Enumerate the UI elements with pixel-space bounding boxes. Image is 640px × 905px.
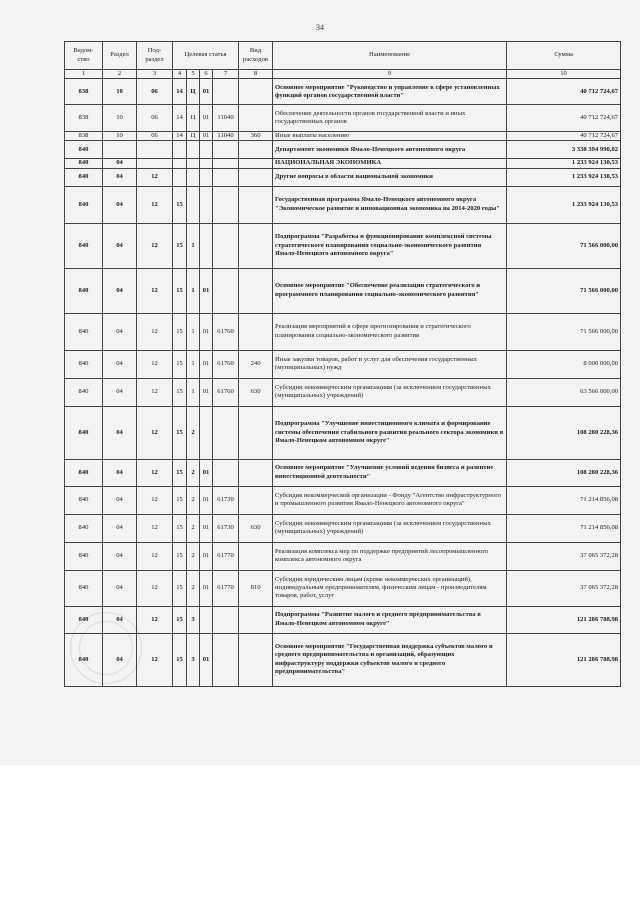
cell-vr bbox=[239, 79, 273, 105]
cell-sub: 06 bbox=[137, 105, 173, 132]
cell-t2: 1 bbox=[187, 223, 200, 268]
cell-t3: 01 bbox=[200, 313, 213, 350]
cell-vr bbox=[239, 459, 273, 486]
cell-t2: 1 bbox=[187, 313, 200, 350]
cell-t3 bbox=[200, 186, 213, 223]
cell-dept: 840 bbox=[65, 486, 103, 514]
cell-t3: 01 bbox=[200, 542, 213, 570]
cell-dept: 840 bbox=[65, 406, 103, 459]
cell-t2: 1 bbox=[187, 350, 200, 378]
cell-sec: 04 bbox=[103, 633, 137, 686]
cell-t1: 15 bbox=[173, 313, 187, 350]
cell-vr bbox=[239, 313, 273, 350]
column-number: 3 bbox=[137, 70, 173, 79]
cell-sec: 04 bbox=[103, 159, 137, 168]
cell-sec: 04 bbox=[103, 459, 137, 486]
cell-dept: 840 bbox=[65, 268, 103, 313]
cell-vr: 630 bbox=[239, 378, 273, 406]
cell-t4: 61770 bbox=[213, 570, 239, 606]
table-row bbox=[65, 542, 621, 570]
cell-t3: 01 bbox=[200, 486, 213, 514]
page-number: 34 bbox=[316, 23, 324, 32]
cell-t3 bbox=[200, 141, 213, 159]
cell-t4 bbox=[213, 459, 239, 486]
cell-t4 bbox=[213, 606, 239, 633]
table-row bbox=[65, 79, 621, 105]
cell-vr bbox=[239, 633, 273, 686]
cell-sec: 04 bbox=[103, 406, 137, 459]
cell-t1 bbox=[173, 141, 187, 159]
cell-t4: 61760 bbox=[213, 313, 239, 350]
cell-sub: 12 bbox=[137, 168, 173, 186]
cell-sum: 121 286 788,98 bbox=[507, 633, 621, 686]
column-number-row bbox=[65, 70, 621, 79]
cell-t4: 61770 bbox=[213, 542, 239, 570]
cell-dept: 840 bbox=[65, 570, 103, 606]
cell-sub: 12 bbox=[137, 606, 173, 633]
cell-t3 bbox=[200, 159, 213, 168]
cell-t2: 3 bbox=[187, 606, 200, 633]
cell-name: Обеспечение деятельности органов государственной власти и иных государственных органов bbox=[273, 105, 507, 132]
cell-t3 bbox=[200, 223, 213, 268]
cell-sub: 12 bbox=[137, 633, 173, 686]
cell-t1: 15 bbox=[173, 633, 187, 686]
cell-name: Подпрограмма "Улучшение инвестиционного климата и формирование системы обеспечения стабильного развития реального сектора экономики в Ямало-Ненецком автономном округе" bbox=[273, 406, 507, 459]
column-number: 8 bbox=[239, 70, 273, 79]
cell-dept: 840 bbox=[65, 159, 103, 168]
column-number: 6 bbox=[200, 70, 213, 79]
cell-sub: 12 bbox=[137, 514, 173, 542]
cell-dept: 840 bbox=[65, 542, 103, 570]
cell-t2 bbox=[187, 186, 200, 223]
cell-t2: 2 bbox=[187, 486, 200, 514]
cell-t2: 2 bbox=[187, 406, 200, 459]
table-row bbox=[65, 486, 621, 514]
cell-t1: 14 bbox=[173, 132, 187, 141]
cell-dept: 840 bbox=[65, 514, 103, 542]
cell-t4 bbox=[213, 223, 239, 268]
cell-t4: 61760 bbox=[213, 350, 239, 378]
header-target: Целевая статья bbox=[173, 42, 239, 70]
cell-sub: 06 bbox=[137, 132, 173, 141]
cell-sec: 04 bbox=[103, 223, 137, 268]
cell-t3: 01 bbox=[200, 105, 213, 132]
cell-vr bbox=[239, 141, 273, 159]
cell-sum: 71 566 000,00 bbox=[507, 313, 621, 350]
cell-name: Иные выплаты населению bbox=[273, 132, 507, 141]
cell-sec: 04 bbox=[103, 514, 137, 542]
cell-t1: 15 bbox=[173, 223, 187, 268]
cell-vr bbox=[239, 186, 273, 223]
cell-t1: 15 bbox=[173, 542, 187, 570]
cell-sec: 04 bbox=[103, 542, 137, 570]
cell-sec: 04 bbox=[103, 186, 137, 223]
page-margin bbox=[0, 765, 640, 905]
cell-dept: 838 bbox=[65, 79, 103, 105]
cell-t2 bbox=[187, 168, 200, 186]
header-row bbox=[65, 42, 621, 70]
cell-vr: 240 bbox=[239, 350, 273, 378]
cell-vr bbox=[239, 105, 273, 132]
cell-name: Основное мероприятие "Улучшение условий ведения бизнеса и развитие инвестиционной деятельности" bbox=[273, 459, 507, 486]
cell-t1: 15 bbox=[173, 268, 187, 313]
cell-t1: 15 bbox=[173, 606, 187, 633]
cell-t3: 01 bbox=[200, 268, 213, 313]
cell-sub: 12 bbox=[137, 486, 173, 514]
cell-sum: 8 000 000,00 bbox=[507, 350, 621, 378]
cell-sub: 12 bbox=[137, 313, 173, 350]
column-number: 2 bbox=[103, 70, 137, 79]
cell-t2: 1 bbox=[187, 378, 200, 406]
cell-t1: 15 bbox=[173, 406, 187, 459]
cell-t3 bbox=[200, 168, 213, 186]
table-row bbox=[65, 168, 621, 186]
table-row bbox=[65, 606, 621, 633]
table-row bbox=[65, 570, 621, 606]
cell-name: Подпрограмма "Развитие малого и среднего предпринимательства в Ямало-Ненецком автономном округе" bbox=[273, 606, 507, 633]
cell-dept: 840 bbox=[65, 459, 103, 486]
cell-dept: 838 bbox=[65, 105, 103, 132]
cell-sum: 40 712 724,67 bbox=[507, 132, 621, 141]
cell-t2: Ц bbox=[187, 105, 200, 132]
cell-t1: 14 bbox=[173, 79, 187, 105]
table-row bbox=[65, 459, 621, 486]
cell-name: Департамент экономики Ямало-Ненецкого автономного округа bbox=[273, 141, 507, 159]
cell-sub: 06 bbox=[137, 79, 173, 105]
cell-dept: 840 bbox=[65, 350, 103, 378]
cell-sum: 1 233 924 130,53 bbox=[507, 168, 621, 186]
cell-sub: 12 bbox=[137, 542, 173, 570]
table-row bbox=[65, 105, 621, 132]
cell-t2: 2 bbox=[187, 542, 200, 570]
cell-sum: 63 566 000,00 bbox=[507, 378, 621, 406]
cell-sum: 71 566 000,00 bbox=[507, 268, 621, 313]
cell-t1 bbox=[173, 168, 187, 186]
cell-t3 bbox=[200, 406, 213, 459]
cell-t4: 61760 bbox=[213, 378, 239, 406]
cell-t4: 61730 bbox=[213, 514, 239, 542]
table-row bbox=[65, 514, 621, 542]
cell-vr bbox=[239, 406, 273, 459]
cell-vr bbox=[239, 268, 273, 313]
cell-sub: 12 bbox=[137, 378, 173, 406]
table-row bbox=[65, 223, 621, 268]
column-number: 10 bbox=[507, 70, 621, 79]
cell-sec: 04 bbox=[103, 268, 137, 313]
cell-t3: 01 bbox=[200, 459, 213, 486]
cell-name: Государственная программа Ямало-Ненецкого автономного округа "Экономическое развитие и инновационная экономика на 2014-2020 годы" bbox=[273, 186, 507, 223]
table-row bbox=[65, 141, 621, 159]
cell-t2: Ц bbox=[187, 79, 200, 105]
header-sum: Сумма bbox=[507, 42, 621, 70]
cell-t1: 15 bbox=[173, 378, 187, 406]
table-row bbox=[65, 350, 621, 378]
cell-sec: 04 bbox=[103, 378, 137, 406]
cell-t3: 01 bbox=[200, 132, 213, 141]
cell-dept: 838 bbox=[65, 132, 103, 141]
cell-sum: 108 280 228,36 bbox=[507, 459, 621, 486]
cell-sum: 40 712 724,67 bbox=[507, 105, 621, 132]
cell-t4 bbox=[213, 79, 239, 105]
cell-name: Реализация комплекса мер по поддержке предприятий лесопромышленного комплекса автономного округа bbox=[273, 542, 507, 570]
cell-name: Реализация мероприятий в сфере прогнозирования и стратегического планирования социально-экономического развития bbox=[273, 313, 507, 350]
cell-t3: 01 bbox=[200, 633, 213, 686]
cell-sub: 12 bbox=[137, 406, 173, 459]
cell-t1: 15 bbox=[173, 514, 187, 542]
header-dept: Ведом- ство bbox=[65, 42, 103, 70]
cell-vr: 630 bbox=[239, 514, 273, 542]
cell-dept: 840 bbox=[65, 313, 103, 350]
cell-t1: 14 bbox=[173, 105, 187, 132]
cell-t3: 01 bbox=[200, 570, 213, 606]
cell-sub: 12 bbox=[137, 350, 173, 378]
cell-t4 bbox=[213, 141, 239, 159]
cell-sec: 04 bbox=[103, 168, 137, 186]
cell-sub: 12 bbox=[137, 268, 173, 313]
cell-t3: 01 bbox=[200, 378, 213, 406]
cell-sum: 3 338 394 990,82 bbox=[507, 141, 621, 159]
cell-t1: 15 bbox=[173, 570, 187, 606]
cell-sub bbox=[137, 159, 173, 168]
cell-vr bbox=[239, 159, 273, 168]
cell-vr bbox=[239, 542, 273, 570]
column-number: 9 bbox=[273, 70, 507, 79]
table-row bbox=[65, 633, 621, 686]
cell-sub bbox=[137, 141, 173, 159]
cell-sec: 04 bbox=[103, 350, 137, 378]
cell-name: Субсидии некоммерческим организациям (за исключением государственных (муниципальных) учреждений) bbox=[273, 514, 507, 542]
cell-dept: 840 bbox=[65, 633, 103, 686]
cell-t2: Ц bbox=[187, 132, 200, 141]
cell-t4: 11040 bbox=[213, 105, 239, 132]
cell-t1: 15 bbox=[173, 459, 187, 486]
cell-dept: 840 bbox=[65, 378, 103, 406]
table-row bbox=[65, 159, 621, 168]
header-name: Наименование bbox=[273, 42, 507, 70]
cell-sec: 10 bbox=[103, 79, 137, 105]
cell-t3: 01 bbox=[200, 79, 213, 105]
cell-dept: 840 bbox=[65, 186, 103, 223]
cell-name: Иные закупки товаров, работ и услуг для обеспечения государственных (муниципальных) нужд bbox=[273, 350, 507, 378]
column-number: 4 bbox=[173, 70, 187, 79]
header-expense-type: Вид расходов bbox=[239, 42, 273, 70]
cell-dept: 840 bbox=[65, 606, 103, 633]
cell-t4 bbox=[213, 159, 239, 168]
cell-name: Основное мероприятие "Государственная поддержка субъектов малого и среднего предпринимательства и организаций, образующих инфраструктуру поддержки субъектов малого и среднего предпринимательства" bbox=[273, 633, 507, 686]
cell-sub: 12 bbox=[137, 223, 173, 268]
cell-name: НАЦИОНАЛЬНАЯ ЭКОНОМИКА bbox=[273, 159, 507, 168]
cell-name: Субсидии некоммерческим организациям (за исключением государственных (муниципальных) учреждений) bbox=[273, 378, 507, 406]
cell-vr bbox=[239, 606, 273, 633]
column-number: 5 bbox=[187, 70, 200, 79]
cell-sum: 71 214 856,08 bbox=[507, 486, 621, 514]
header-section: Раздел bbox=[103, 42, 137, 70]
cell-t2: 2 bbox=[187, 459, 200, 486]
cell-sub: 12 bbox=[137, 459, 173, 486]
cell-t1: 15 bbox=[173, 486, 187, 514]
cell-sum: 1 233 924 130,53 bbox=[507, 159, 621, 168]
table-row bbox=[65, 268, 621, 313]
cell-vr bbox=[239, 168, 273, 186]
cell-t1: 15 bbox=[173, 350, 187, 378]
cell-t3 bbox=[200, 606, 213, 633]
cell-t3: 01 bbox=[200, 350, 213, 378]
column-number: 1 bbox=[65, 70, 103, 79]
cell-t2: 2 bbox=[187, 514, 200, 542]
cell-name: Другие вопросы в области национальной экономики bbox=[273, 168, 507, 186]
cell-sum: 71 566 000,00 bbox=[507, 223, 621, 268]
cell-dept: 840 bbox=[65, 168, 103, 186]
cell-vr: 360 bbox=[239, 132, 273, 141]
cell-sum: 121 286 788,98 bbox=[507, 606, 621, 633]
cell-dept: 840 bbox=[65, 223, 103, 268]
cell-sum: 40 712 724,67 bbox=[507, 79, 621, 105]
cell-name: Субсидии юридическим лицам (кроме некоммерческих организаций), индивидуальным предпринимателям, физическим лицам - производителям товаров, работ, услуг bbox=[273, 570, 507, 606]
header-subsection: Под- раздел bbox=[137, 42, 173, 70]
cell-t2 bbox=[187, 159, 200, 168]
cell-name: Субсидия некоммерческой организации - Фонду "Агентство инфраструктурного и промышленного развития Ямало-Ненецкого автономного округа" bbox=[273, 486, 507, 514]
cell-sub: 12 bbox=[137, 186, 173, 223]
cell-t4 bbox=[213, 168, 239, 186]
cell-sec: 04 bbox=[103, 486, 137, 514]
cell-t2: 3 bbox=[187, 633, 200, 686]
cell-t4 bbox=[213, 406, 239, 459]
cell-sum: 108 280 228,36 bbox=[507, 406, 621, 459]
cell-sum: 1 233 924 130,53 bbox=[507, 186, 621, 223]
cell-sum: 37 065 372,28 bbox=[507, 542, 621, 570]
column-number: 7 bbox=[213, 70, 239, 79]
budget-table bbox=[64, 41, 621, 687]
cell-t4 bbox=[213, 633, 239, 686]
cell-t1: 15 bbox=[173, 186, 187, 223]
cell-sec: 10 bbox=[103, 105, 137, 132]
cell-name: Основное мероприятие "Обеспечение реализации стратегического и программного планирования социально-экономического развития" bbox=[273, 268, 507, 313]
cell-sec bbox=[103, 141, 137, 159]
cell-t4 bbox=[213, 268, 239, 313]
cell-t4 bbox=[213, 186, 239, 223]
cell-vr bbox=[239, 223, 273, 268]
table-row bbox=[65, 313, 621, 350]
cell-sum: 71 214 856,08 bbox=[507, 514, 621, 542]
cell-t2: 2 bbox=[187, 570, 200, 606]
cell-dept: 840 bbox=[65, 141, 103, 159]
table-row bbox=[65, 132, 621, 141]
table-row bbox=[65, 378, 621, 406]
table-row bbox=[65, 406, 621, 459]
cell-sum: 37 065 372,28 bbox=[507, 570, 621, 606]
cell-t4: 61730 bbox=[213, 486, 239, 514]
cell-vr: 810 bbox=[239, 570, 273, 606]
cell-t3: 01 bbox=[200, 514, 213, 542]
cell-name: Основное мероприятие "Руководство и управление в сфере установленных функций органов государственной власти" bbox=[273, 79, 507, 105]
cell-sec: 04 bbox=[103, 606, 137, 633]
cell-sub: 12 bbox=[137, 570, 173, 606]
cell-name: Подпрограмма "Разработка и функционирование комплексной системы стратегического планирования социально-экономического развития Ямало-Ненецкого автономного округа" bbox=[273, 223, 507, 268]
cell-t2: 1 bbox=[187, 268, 200, 313]
table-row bbox=[65, 186, 621, 223]
cell-t2 bbox=[187, 141, 200, 159]
cell-vr bbox=[239, 486, 273, 514]
cell-sec: 04 bbox=[103, 313, 137, 350]
cell-t1 bbox=[173, 159, 187, 168]
cell-sec: 04 bbox=[103, 570, 137, 606]
cell-t4: 11040 bbox=[213, 132, 239, 141]
cell-sec: 10 bbox=[103, 132, 137, 141]
